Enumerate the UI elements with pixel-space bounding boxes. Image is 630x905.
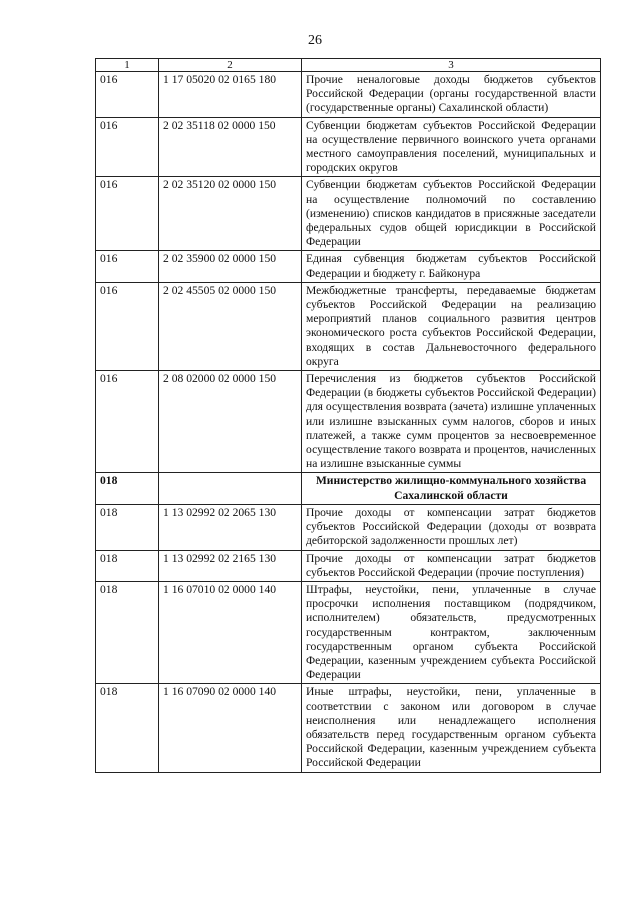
budget-code-cell: 1 13 02992 02 2065 130 xyxy=(159,504,302,550)
table-row xyxy=(96,684,601,772)
description-cell: Прочие доходы от компенсации затрат бюджетов субъектов Российской Федерации (прочие поступления) xyxy=(302,550,601,581)
table-row xyxy=(96,251,601,282)
budget-code-cell xyxy=(159,473,302,504)
page-number: 26 xyxy=(308,33,322,48)
description-cell: Субвенции бюджетам субъектов Российской Федерации на осуществление полномочий по составлению (изменению) списков кандидатов в присяжные заседатели федеральных судов общей юрисдикции в Российской Федерации xyxy=(302,177,601,251)
table-body xyxy=(96,72,601,773)
description-cell: Перечисления из бюджетов субъектов Российской Федерации (в бюджеты субъектов Российской Федерации) для осуществления возврата (зачета) излишне уплаченных или излишне взысканных сумм налогов, сборов и иных платежей, а также сумм процентов за несвоевременное осуществление такого возврата и процентов, начисленных на излишне взысканные суммы xyxy=(302,371,601,473)
table-row xyxy=(96,72,601,118)
column-header-2: 2 xyxy=(159,59,302,72)
budget-code-cell: 2 02 35118 02 0000 150 xyxy=(159,117,302,177)
budget-code-cell: 1 16 07090 02 0000 140 xyxy=(159,684,302,772)
budget-code-cell: 1 17 05020 02 0165 180 xyxy=(159,72,302,118)
table-row xyxy=(96,282,601,370)
description-cell: Межбюджетные трансферты, передаваемые бюджетам субъектов Российской Федерации на реализацию мероприятий планов социального развития центров экономического роста субъектов Российской Федерации, входящих в состав Дальневосточного федерального округа xyxy=(302,282,601,370)
description-cell: Министерство жилищно-коммунального хозяйства Сахалинской области xyxy=(302,473,601,504)
description-cell: Субвенции бюджетам субъектов Российской Федерации на осуществление первичного воинского учета органами местного самоуправления поселений, муниципальных и городских округов xyxy=(302,117,601,177)
admin-code-cell: 018 xyxy=(96,581,159,683)
admin-code-cell: 016 xyxy=(96,72,159,118)
table-row xyxy=(96,581,601,683)
admin-code-cell: 016 xyxy=(96,371,159,473)
admin-code-cell: 018 xyxy=(96,550,159,581)
admin-code-cell: 016 xyxy=(96,177,159,251)
table-header-row xyxy=(96,59,601,72)
table-row xyxy=(96,371,601,473)
table-row xyxy=(96,504,601,550)
admin-code-cell: 016 xyxy=(96,282,159,370)
budget-code-cell: 1 13 02992 02 2165 130 xyxy=(159,550,302,581)
budget-code-cell: 1 16 07010 02 0000 140 xyxy=(159,581,302,683)
budget-code-cell: 2 02 35120 02 0000 150 xyxy=(159,177,302,251)
table-row xyxy=(96,550,601,581)
description-cell: Иные штрафы, неустойки, пени, уплаченные в соответствии с законом или договором в случае неисполнения или ненадлежащего исполнения обязательств перед государственным органом субъекта Российской Федерации, казенным учреждением субъекта Российской Федерации xyxy=(302,684,601,772)
column-header-3: 3 xyxy=(302,59,601,72)
column-header-1: 1 xyxy=(96,59,159,72)
budget-code-cell: 2 02 35900 02 0000 150 xyxy=(159,251,302,282)
budget-classification-table xyxy=(95,58,601,773)
table-row xyxy=(96,177,601,251)
admin-code-cell: 016 xyxy=(96,117,159,177)
budget-code-cell: 2 08 02000 02 0000 150 xyxy=(159,371,302,473)
description-cell: Прочие доходы от компенсации затрат бюджетов субъектов Российской Федерации (доходы от возврата дебиторской задолженности прошлых лет) xyxy=(302,504,601,550)
section-row xyxy=(96,473,601,504)
admin-code-cell: 018 xyxy=(96,473,159,504)
admin-code-cell: 016 xyxy=(96,251,159,282)
description-cell: Штрафы, неустойки, пени, уплаченные в случае просрочки исполнения поставщиком (подрядчиком, исполнителем) обязательств, предусмотренных государственным контрактом, заключенным государственным органом субъекта Российской Федерации, казенным учреждением субъекта Российской Федерации xyxy=(302,581,601,683)
admin-code-cell: 018 xyxy=(96,504,159,550)
budget-code-cell: 2 02 45505 02 0000 150 xyxy=(159,282,302,370)
table-row xyxy=(96,117,601,177)
admin-code-cell: 018 xyxy=(96,684,159,772)
description-cell: Прочие неналоговые доходы бюджетов субъектов Российской Федерации (органы государственной власти (государственные органы) Сахалинской области) xyxy=(302,72,601,118)
description-cell: Единая субвенция бюджетам субъектов Российской Федерации и бюджету г. Байконура xyxy=(302,251,601,282)
